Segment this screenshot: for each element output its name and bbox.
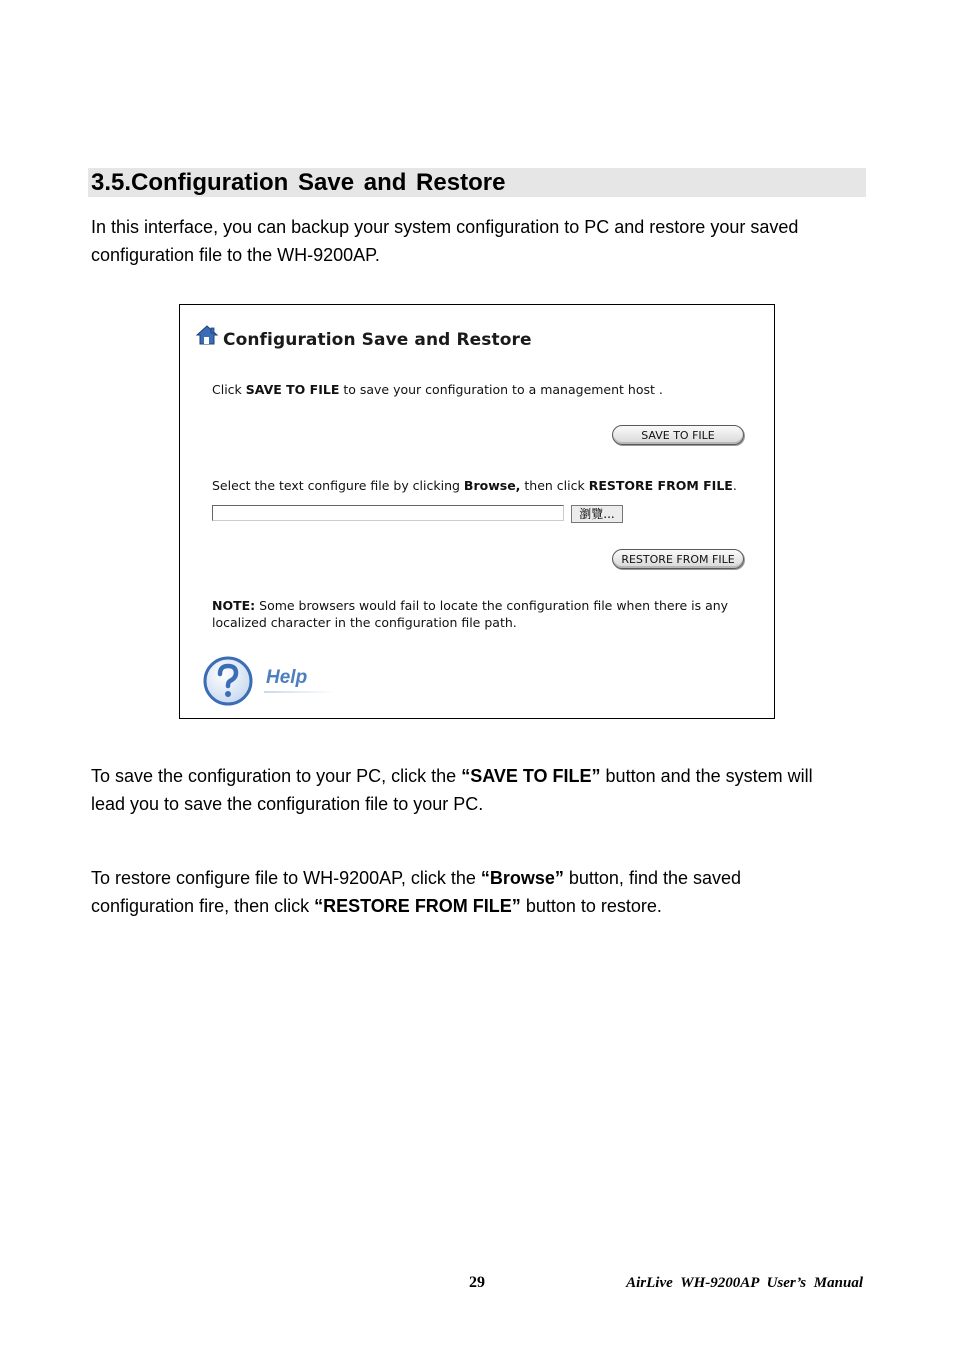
page-number: 29 [469, 1274, 485, 1291]
save-instruction-pre: Click [212, 382, 246, 397]
save-instruction [212, 382, 663, 397]
section-number: 3.5. [91, 169, 132, 196]
intro-line-2: configuration file to the WH-9200AP. [91, 245, 380, 265]
note-label: NOTE: [212, 598, 256, 613]
save-paragraph-pre: To save the configuration to your PC, click the [91, 766, 462, 786]
save-paragraph-line-2: lead you to save the configuration file to your PC. [91, 794, 484, 814]
help-icon[interactable] [202, 655, 254, 707]
save-paragraph-bold: “SAVE TO FILE” [461, 766, 601, 786]
restore-paragraph-mid: button, find the saved [563, 868, 742, 888]
restore-instruction-mid: then click [520, 478, 589, 493]
restore-instruction-post: . [732, 478, 737, 493]
note-text [212, 597, 728, 631]
manual-title: AirLive WH-9200AP User’s Manual [626, 1275, 863, 1291]
section-heading [88, 168, 866, 197]
restore-paragraph-line2-post: button to restore. [520, 896, 662, 916]
screenshot-title: Configuration Save and Restore [223, 330, 532, 350]
browse-button[interactable]: 瀏覽... [571, 505, 623, 523]
restore-paragraph-pre: To restore configure file to WH-9200AP, click the [91, 868, 481, 888]
home-icon [196, 325, 218, 345]
intro-paragraph [91, 213, 871, 269]
section-heading-text [91, 168, 505, 197]
save-paragraph-post: button and the system will [600, 766, 813, 786]
restore-paragraph-restore: “RESTORE FROM FILE” [314, 896, 521, 916]
save-paragraph [91, 762, 871, 818]
help-link[interactable]: Help [266, 667, 308, 688]
save-to-file-button[interactable]: SAVE TO FILE [612, 425, 744, 445]
note-line-2: localized character in the configuration file path. [212, 615, 517, 630]
config-save-restore-screenshot [179, 304, 775, 719]
save-instruction-bold: SAVE TO FILE [245, 382, 340, 397]
note-line-1: Some browsers would fail to locate the configuration file when there is any [255, 598, 729, 613]
intro-line-1: In this interface, you can backup your system configuration to PC and restore your saved [91, 217, 799, 237]
restore-instruction-restore: RESTORE FROM FILE [588, 478, 733, 493]
restore-instruction-pre: Select the text configure file by clicking [212, 478, 464, 493]
restore-from-file-button[interactable]: RESTORE FROM FILE [612, 549, 744, 569]
restore-instruction [212, 478, 737, 493]
restore-instruction-browse: Browse, [463, 478, 521, 493]
restore-paragraph-browse: “Browse” [480, 868, 564, 888]
section-title: Configuration Save and Restore [131, 169, 506, 196]
restore-paragraph [91, 864, 871, 920]
save-instruction-post: to save your configuration to a management host . [339, 382, 663, 397]
restore-paragraph-line2-pre: configuration fire, then click [91, 896, 315, 916]
file-path-input[interactable] [212, 505, 564, 521]
help-underline [264, 691, 336, 693]
